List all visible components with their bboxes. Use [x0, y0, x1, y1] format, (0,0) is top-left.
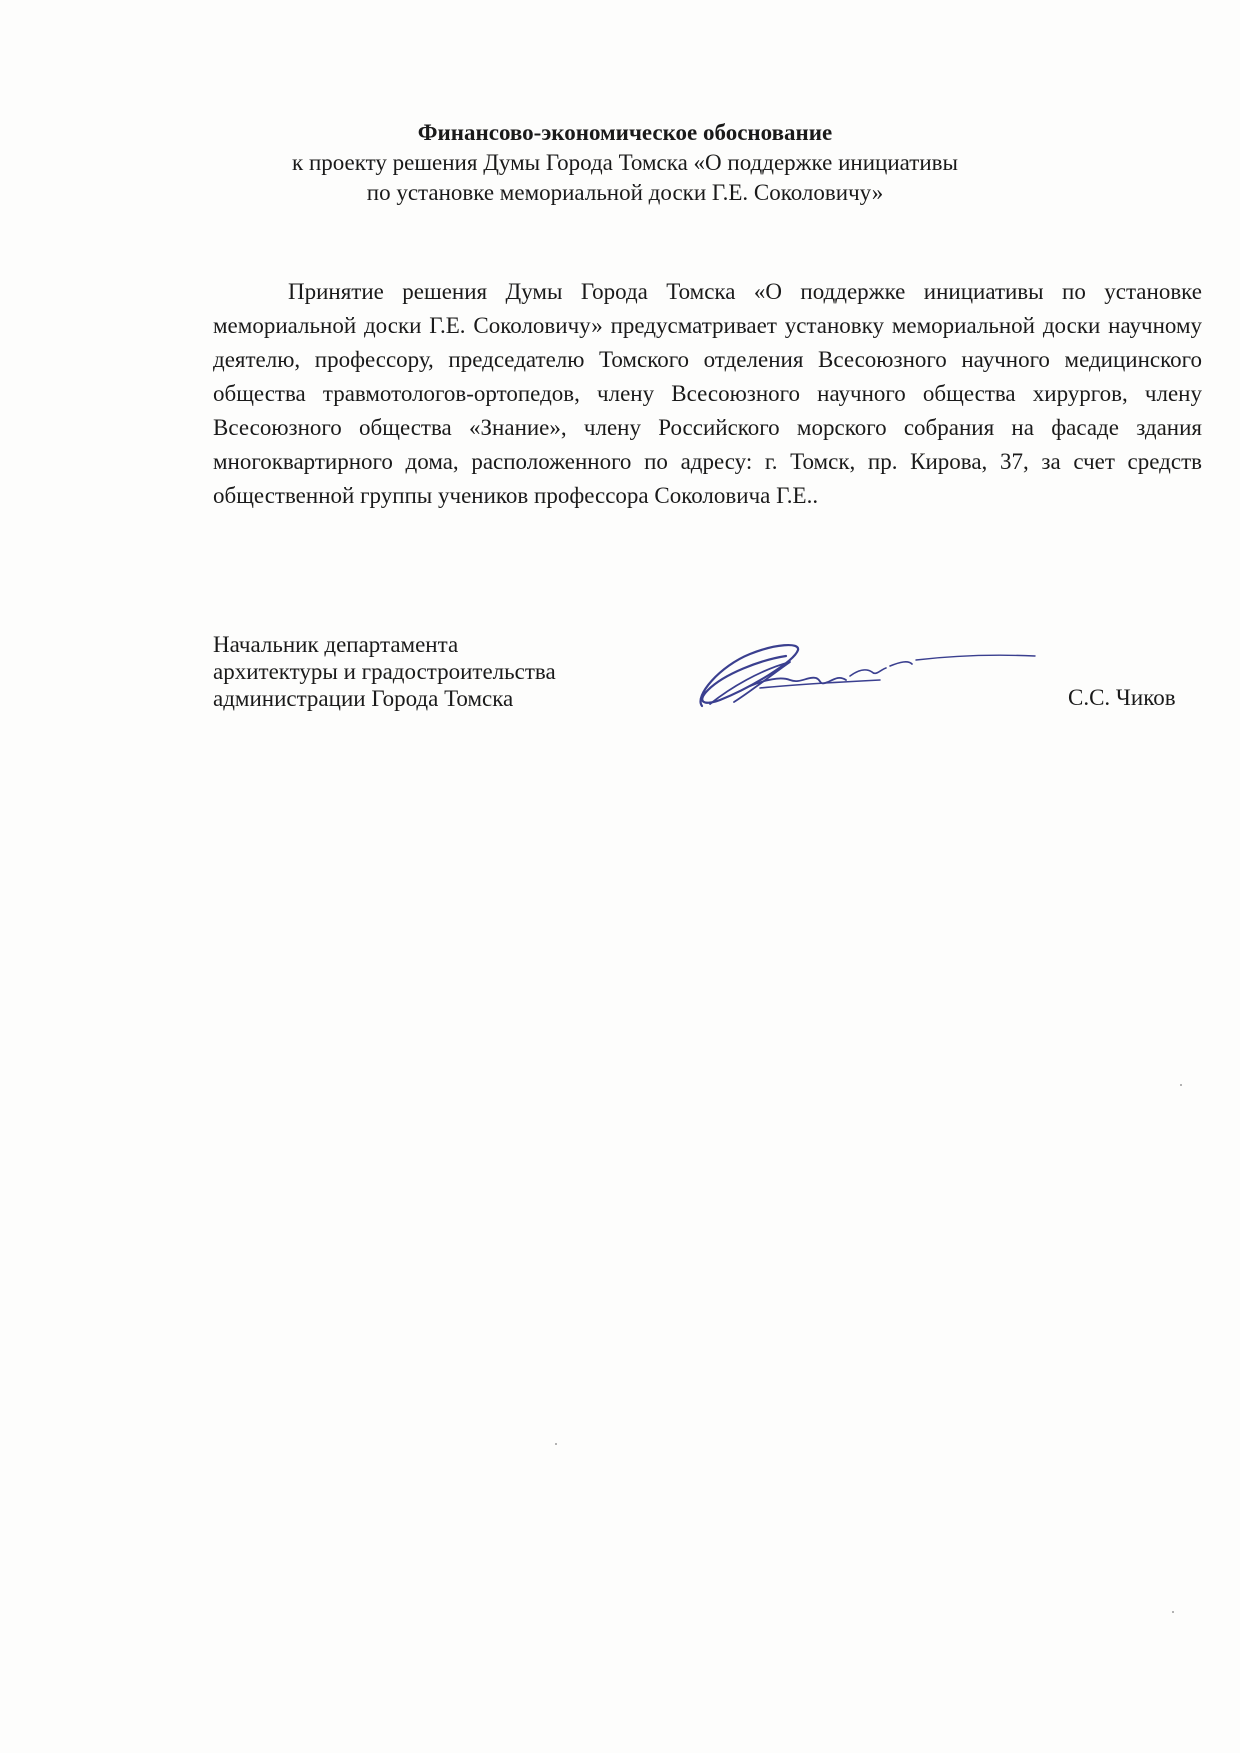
scan-speck	[555, 1443, 557, 1445]
scan-speck	[1180, 1084, 1182, 1086]
body-paragraph: Принятие решения Думы Города Томска «О поддержке инициативы по установке мемориальной доски Г.Е. Соколовичу» предусматривает установку мемориальной доски научному деятелю, профессору, председателю Томского отделения Всесоюзного научного медицинского общества травмотологов-ортопедов, члену Всесоюзного научного общества хирургов, члену Всесоюзного общества «Знание», члену Российского морского собрания на фасаде здания многоквартирного дома, расположенного по адресу: г. Томск, пр. Кирова, 37, за счет средств общественной группы учеников профессора Соколовича Г.Е..	[213, 279, 1202, 508]
document-header	[0, 118, 1240, 208]
document-title: Финансово-экономическое обоснование	[417, 120, 833, 145]
signatory-position-line-1: Начальник департамента	[213, 632, 459, 657]
handwritten-signature	[690, 636, 1050, 716]
document-subtitle-line-2: по установке мемориальной доски Г.Е. Соколовичу»	[366, 180, 884, 205]
signatory-position-line-3: администрации Города Томска	[213, 686, 514, 711]
signatory-position-line-2: архитектуры и градостроительства	[213, 659, 556, 684]
signatory-position	[213, 631, 556, 712]
document-subtitle-line-1: к проекту решения Думы Города Томска «О поддержке инициативы	[292, 150, 958, 175]
signatory-name: С.С. Чиков	[1068, 685, 1176, 710]
scan-speck	[1172, 1611, 1174, 1613]
